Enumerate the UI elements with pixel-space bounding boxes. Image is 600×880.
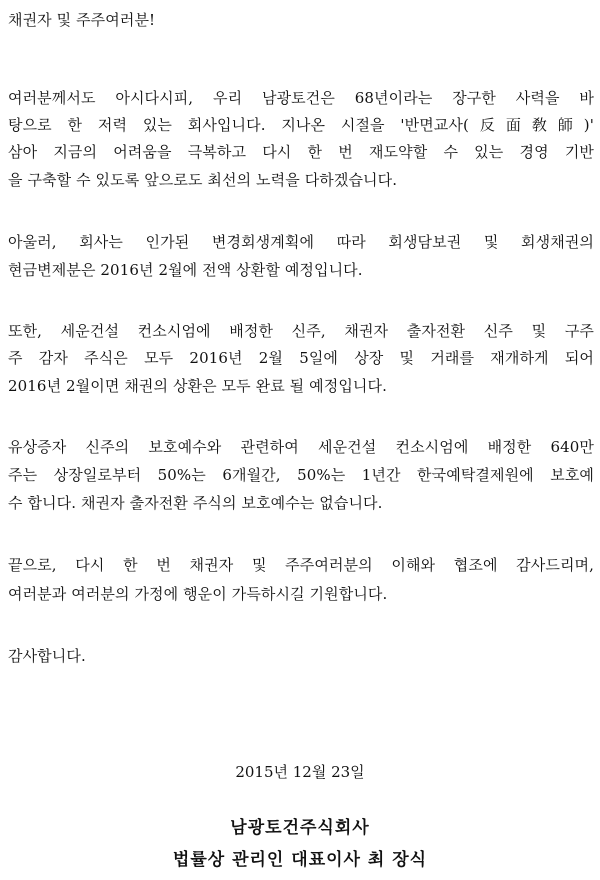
greeting: 채권자 및 주주여러분! xyxy=(8,11,156,29)
paragraph-line: 여러분께서도 아시다시피, 우리 남광토건은 68년이라는 장구한 사력을 바 xyxy=(8,89,594,107)
paragraph-line: 끝으로, 다시 한 번 채권자 및 주주여러분의 이해와 협조에 감사드리며, xyxy=(8,556,594,574)
paragraph-line: 여러분과 여러분의 가정에 행운이 가득하시길 기원합니다. xyxy=(8,585,388,603)
paragraph-line: 을 구축할 수 있도록 앞으로도 최선의 노력을 다하겠습니다. xyxy=(8,171,398,189)
paragraph-line: 수 합니다. 채권자 출자전환 주식의 보호예수는 없습니다. xyxy=(8,494,383,512)
paragraph-line: 탕으로 한 저력 있는 회사입니다. 지나온 시절을 '반면교사(反面敎師)' xyxy=(8,116,594,134)
closing: 감사합니다. xyxy=(8,647,86,665)
paragraph-line: 또한, 세운건설 컨소시엄에 배정한 신주, 채권자 출자전환 신주 및 구주 xyxy=(8,322,594,340)
company-name: 남광토건주식회사 xyxy=(230,818,370,838)
letter-date: 2015년 12월 23일 xyxy=(235,763,365,781)
paragraph-line: 2016년 2월이면 채권의 상환은 모두 완료 될 예정입니다. xyxy=(8,377,387,395)
paragraph-line: 현금변제분은 2016년 2월에 전액 상환할 예정입니다. xyxy=(8,261,363,279)
signatory: 법률상 관리인 대표이사 최 장식 xyxy=(172,850,428,870)
paragraph-line: 유상증자 신주의 보호예수와 관련하여 세운건설 컨소시엄에 배정한 640만 xyxy=(8,438,594,456)
paragraph-line: 주는 상장일로부터 50%는 6개월간, 50%는 1년간 한국예탁결제원에 보호예 xyxy=(8,466,594,484)
paragraph-line: 아울러, 회사는 인가된 변경회생계획에 따라 회생담보권 및 회생채권의 xyxy=(8,233,594,251)
paragraph-line: 주 감자 주식은 모두 2016년 2월 5일에 상장 및 거래를 재개하게 되어 xyxy=(8,349,594,367)
paragraph-line: 삼아 지금의 어려움을 극복하고 다시 한 번 재도약할 수 있는 경영 기반 xyxy=(8,143,594,161)
